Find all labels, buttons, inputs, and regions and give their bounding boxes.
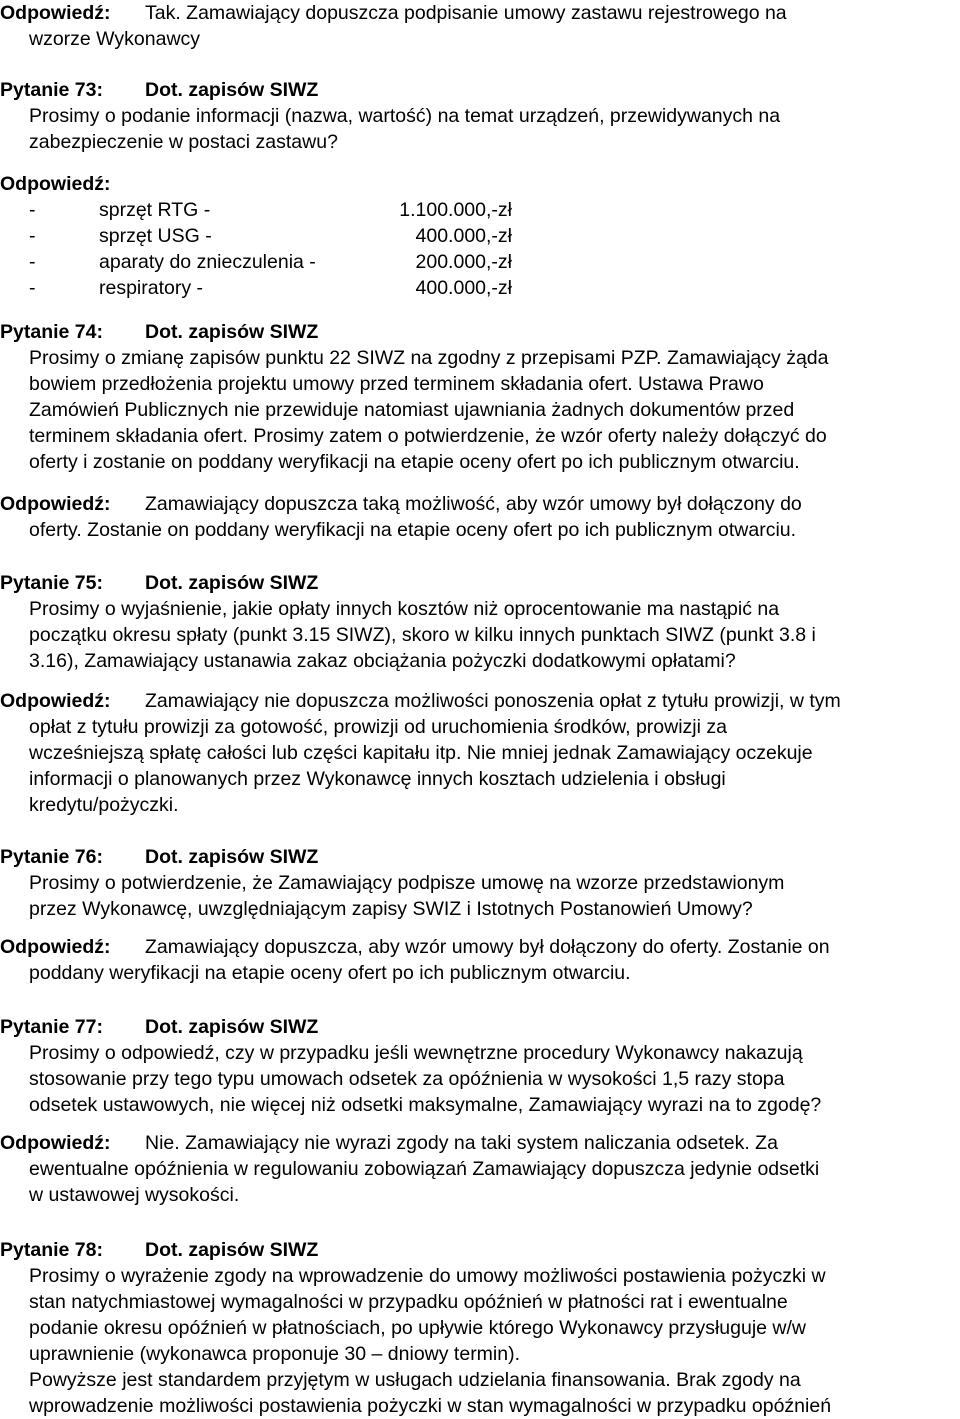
question-text: wprowadzenie możliwości postawienia pożyczki w stan wymagalności w przypadku opóźnień (29, 1395, 832, 1417)
question-text: Prosimy o wyjaśnienie, jakie opłaty innych kosztów niż oprocentowanie ma nastąpić na (29, 598, 780, 620)
list-item (29, 249, 729, 275)
question-reference: Dot. zapisów SIWZ (145, 572, 319, 594)
question-reference: Dot. zapisów SIWZ (145, 79, 319, 101)
answer-text: informacji o planowanych przez Wykonawcę innych kosztach udzielenia i obsługi (29, 768, 726, 790)
question-text: przez Wykonawcę, uwzględniającym zapisy SWIZ i Istotnych Postanowień Umowy? (29, 898, 753, 920)
answer-text: oferty. Zostanie on poddany weryfikacji na etapie oceny ofert po ich publicznym otwarciu. (29, 519, 797, 541)
question-label: Pytanie 76: (0, 846, 103, 868)
answer-text: Zamawiający dopuszcza, aby wzór umowy był dołączony do oferty. Zostanie on (145, 936, 830, 958)
question-reference: Dot. zapisów SIWZ (145, 1239, 319, 1261)
answer-text: opłat z tytułu prowizji za gotowość, prowizji od uruchomienia środków, prowizji za (29, 716, 727, 738)
question-text: oferty i zostanie on poddany weryfikacji na etapie oceny ofert po ich publicznym otwarciu. (29, 451, 800, 473)
question-text: stan natychmiastowej wymagalności w przypadku opóźnień w płatności rat i ewentualne (29, 1291, 788, 1313)
question-text: stosowanie przy tego typu umowach odsetek za opóźnienia w wysokości 1,5 razy stopa (29, 1068, 785, 1090)
answer-text: ewentualne opóźnienia w regulowaniu zobowiązań Zamawiający dopuszcza jedynie odsetki (29, 1158, 820, 1180)
answer-label: Odpowiedź: (0, 936, 111, 958)
answer-text: Nie. Zamawiający nie wyrazi zgody na taki system naliczania odsetek. Za (145, 1132, 778, 1154)
list-item (29, 223, 729, 249)
answer-text: w ustawowej wysokości. (29, 1184, 240, 1206)
question-label: Pytanie 78: (0, 1239, 103, 1261)
question-text: podanie okresu opóźnień w płatnościach, po upływie którego Wykonawcy przysługuje w/w (29, 1317, 806, 1339)
question-text: uprawnienie (wykonawca proponuje 30 – dniowy termin). (29, 1343, 521, 1365)
question-text: początku okresu spłaty (punkt 3.15 SIWZ), skoro w kilku innych punktach SIWZ (punkt 3.8 i (29, 624, 816, 646)
item-amount: 400.000,-zł (415, 225, 512, 247)
question-reference: Dot. zapisów SIWZ (145, 321, 319, 343)
question-text: 3.16), Zamawiający ustanawia zakaz obciążania pożyczki dodatkowymi opłatami? (29, 650, 736, 672)
item-amount: 400.000,-zł (415, 277, 512, 299)
list-item (29, 275, 729, 301)
item-name: sprzęt RTG - (99, 199, 211, 221)
answer-label: Odpowiedź: (0, 173, 111, 195)
question-text: terminem składania ofert. Prosimy zatem o potwierdzenie, że wzór oferty należy dołączyć do (29, 425, 827, 447)
answer-text: wcześniejszą spłatę całości lub części kapitału itp. Nie mniej jednak Zamawiający oczekuje (29, 742, 813, 764)
question-text: Powyższe jest standardem przyjętym w usługach udzielania finansowania. Brak zgody na (29, 1369, 801, 1391)
question-text: zabezpieczenie w postaci zastawu? (29, 131, 338, 153)
question-label: Pytanie 73: (0, 79, 103, 101)
question-text: Prosimy o odpowiedź, czy w przypadku jeśli wewnętrzne procedury Wykonawcy nakazują (29, 1042, 803, 1064)
list-bullet: - (29, 199, 36, 221)
answer-label: Odpowiedź: (0, 690, 111, 712)
question-text: Prosimy o potwierdzenie, że Zamawiający podpisze umowę na wzorze przedstawionym (29, 872, 785, 894)
question-text: bowiem przedłożenia projektu umowy przed terminem składania ofert. Ustawa Prawo (29, 373, 764, 395)
item-name: sprzęt USG - (99, 225, 212, 247)
answer-text: Zamawiający nie dopuszcza możliwości ponoszenia opłat z tytułu prowizji, w tym (145, 690, 841, 712)
list-bullet: - (29, 225, 36, 247)
list-item (29, 197, 729, 223)
answer-text: Tak. Zamawiający dopuszcza podpisanie umowy zastawu rejestrowego na (145, 2, 787, 24)
question-label: Pytanie 77: (0, 1016, 103, 1038)
question-text: odsetek ustawowych, nie więcej niż odsetki maksymalne, Zamawiający wyrazi na to zgodę? (29, 1094, 822, 1116)
list-bullet: - (29, 277, 36, 299)
question-reference: Dot. zapisów SIWZ (145, 1016, 319, 1038)
question-text: Prosimy o podanie informacji (nazwa, wartość) na temat urządzeń, przewidywanych na (29, 105, 781, 127)
item-amount: 200.000,-zł (415, 251, 512, 273)
answer-text: poddany weryfikacji na etapie oceny ofert po ich publicznym otwarciu. (29, 962, 631, 984)
answer-text: wzorze Wykonawcy (29, 28, 201, 50)
list-bullet: - (29, 251, 36, 273)
answer-text: kredytu/pożyczki. (29, 794, 179, 816)
question-text: Prosimy o zmianę zapisów punktu 22 SIWZ na zgodny z przepisami PZP. Zamawiający żąda (29, 347, 829, 369)
question-label: Pytanie 74: (0, 321, 103, 343)
item-name: respiratory - (99, 277, 204, 299)
answer-text: Zamawiający dopuszcza taką możliwość, aby wzór umowy był dołączony do (145, 493, 802, 515)
item-amount: 1.100.000,-zł (399, 199, 512, 221)
question-text: Zamówień Publicznych nie przewiduje natomiast ujawniania żadnych dokumentów przed (29, 399, 795, 421)
answer-label: Odpowiedź: (0, 1132, 111, 1154)
question-label: Pytanie 75: (0, 572, 103, 594)
answer-label: Odpowiedź: (0, 2, 111, 24)
question-reference: Dot. zapisów SIWZ (145, 846, 319, 868)
answer-label: Odpowiedź: (0, 493, 111, 515)
question-text: Prosimy o wyrażenie zgody na wprowadzenie do umowy możliwości postawienia pożyczki w (29, 1265, 826, 1287)
item-name: aparaty do znieczulenia - (99, 251, 316, 273)
